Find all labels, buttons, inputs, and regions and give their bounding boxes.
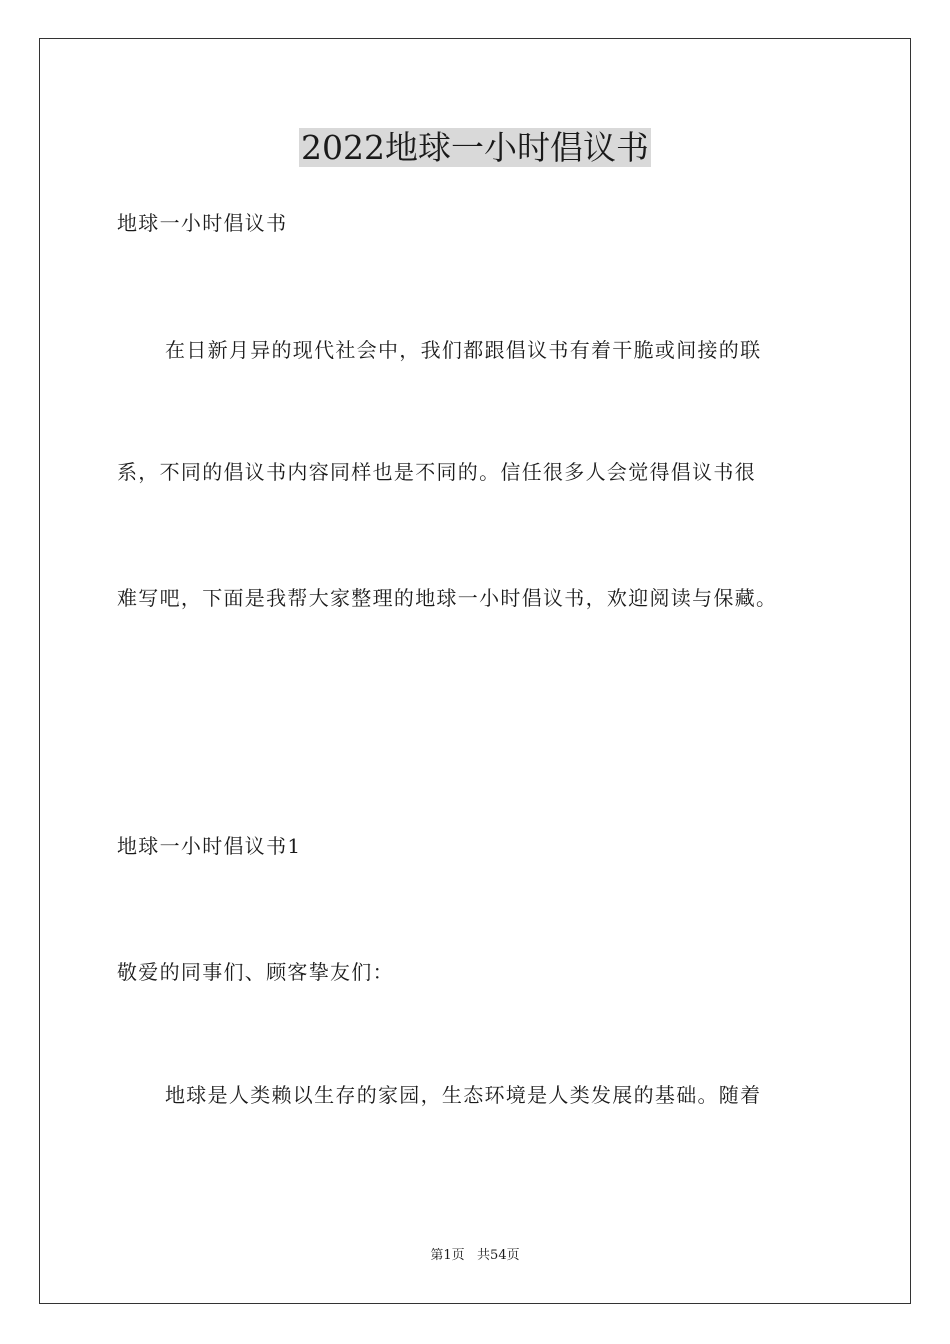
subtitle-line: 地球一小时倡议书 <box>117 211 288 235</box>
section-heading: 地球一小时倡议书1 <box>117 834 302 858</box>
document-title-text: 2022地球一小时倡议书 <box>301 128 649 167</box>
paragraph-line: 地球是人类赖以生存的家园，生态环境是人类发展的基础。随着 <box>165 1083 762 1107</box>
salutation-line: 敬爱的同事们、顾客挚友们： <box>117 960 394 984</box>
paragraph-line: 难写吧，下面是我帮大家整理的地球一小时倡议书，欢迎阅读与保藏。 <box>117 586 778 610</box>
paragraph-line: 在日新月异的现代社会中，我们都跟倡议书有着干脆或间接的联 <box>165 338 762 362</box>
page-number-footer: 第1页 共54页 <box>430 1248 520 1263</box>
paragraph-line: 系，不同的倡议书内容同样也是不同的。信任很多人会觉得倡议书很 <box>117 460 756 484</box>
document-title <box>0 128 950 168</box>
